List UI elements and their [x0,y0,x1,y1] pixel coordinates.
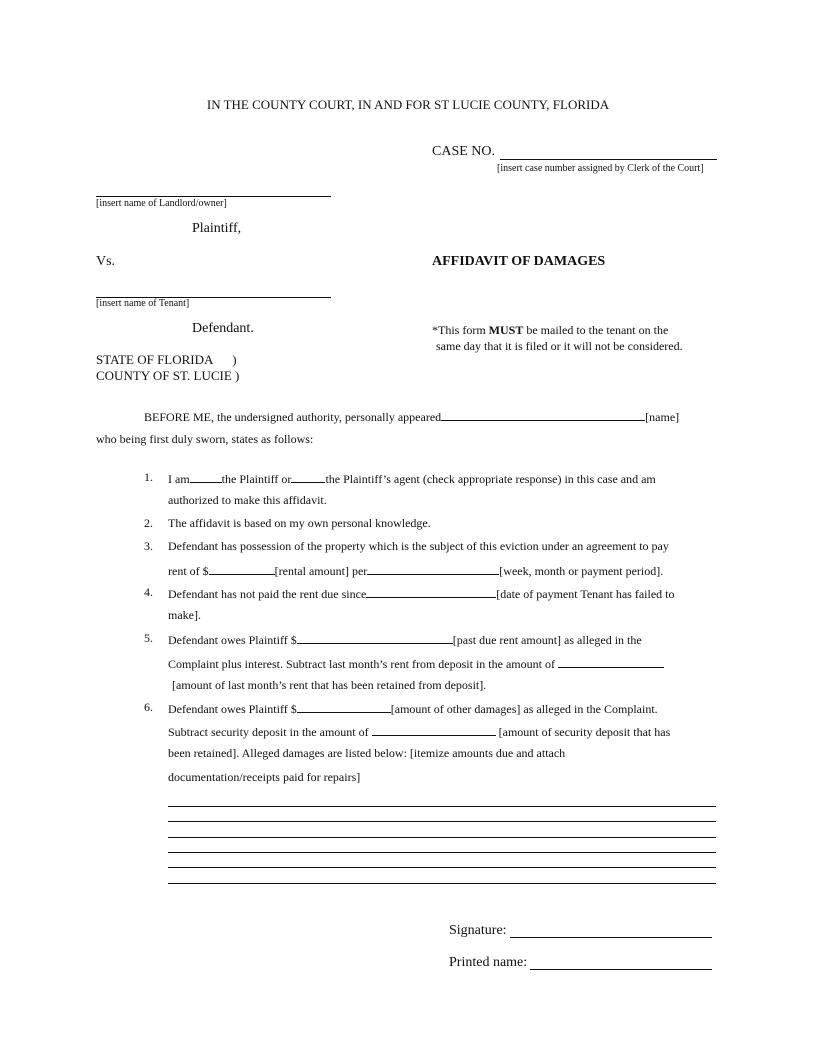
must-emphasis: MUST [488,323,524,337]
item-number: 5. [144,631,153,645]
mailing-notice-line2: same day that it is filed or it will not be considered. [436,339,683,353]
security-deposit-field[interactable] [372,723,496,736]
item-6-line2: Subtract security deposit in the amount of [amount of security deposit that has [168,725,671,739]
damages-line[interactable] [168,883,716,884]
item-6-line1: Defendant owes Plaintiff $ [amount of other damages] as alleged in the Complaint. [168,702,658,716]
item-2-line1: The affidavit is based on my own personal knowledge. [168,516,431,530]
item-3-line2: rent of $ [rental amount] per [week, month or payment period]. [168,564,664,578]
damages-line[interactable] [168,821,716,822]
item-4-line1: Defendant has not paid the rent due since [date of payment Tenant has failed to [168,587,675,601]
case-number-field[interactable] [500,159,717,160]
affiant-name-field[interactable] [441,408,645,421]
item-number: 6. [144,700,153,714]
landlord-name-field[interactable] [96,196,331,197]
damages-line[interactable] [168,852,716,853]
tenant-name-hint: [insert name of Tenant] [96,298,190,309]
item-4-line2: make]. [168,608,201,622]
signature-field[interactable] [510,937,712,938]
item-number: 2. [144,516,153,530]
item-5-line3: [amount of last month’s rent that has been retained from deposit]. [172,678,487,692]
plaintiff-checkbox-field[interactable] [190,470,222,483]
item-1-line2: authorized to make this affidavit. [168,493,327,507]
item-number: 1. [144,470,153,484]
printed-name-label: Printed name: [449,955,528,970]
mailing-notice-line1: *This form MUST be mailed to the tenant on the [432,323,669,337]
intro-line2: who being first duly sworn, states as follows: [96,432,314,446]
plaintiff-label: Plaintiff, [192,221,242,236]
landlord-name-hint: [insert name of Landlord/owner] [96,198,227,209]
vs-label: Vs. [96,254,116,269]
damages-line[interactable] [168,867,716,868]
last-month-rent-field[interactable] [558,655,664,668]
item-6-line3: been retained]. Alleged damages are listed below: [itemize amounts due and attach [168,746,566,760]
item-number: 4. [144,585,153,599]
court-heading: IN THE COUNTY COURT, IN AND FOR ST LUCIE COUNTY, FLORIDA [206,97,610,112]
item-1-line1: I am the Plaintiff or the Plaintiff’s agent (check appropriate response) in this case and am [168,472,656,486]
case-number-label: CASE NO. [432,144,496,159]
item-number: 3. [144,539,153,553]
case-number-hint: [insert case number assigned by Clerk of the Court] [497,163,704,174]
document-title: AFFIDAVIT OF DAMAGES [432,254,606,269]
rental-amount-field[interactable] [209,562,275,575]
unpaid-since-date-field[interactable] [366,585,496,598]
item-5-line1: Defendant owes Plaintiff $ [past due rent amount] as alleged in the [168,633,642,647]
venue-county: COUNTY OF ST. LUCIE ) [96,368,240,383]
damages-line[interactable] [168,806,716,807]
payment-period-field[interactable] [367,562,499,575]
item-6-line4: documentation/receipts paid for repairs] [168,770,361,784]
other-damages-field[interactable] [297,700,391,713]
item-3-line1: Defendant has possession of the property which is the subject of this eviction under an agreement to pay [168,539,669,553]
intro-line1: BEFORE ME, the undersigned authority, personally appeared [name] [144,410,680,424]
past-due-rent-field[interactable] [297,631,453,644]
item-5-line2: Complaint plus interest. Subtract last month’s rent from deposit in the amount of [168,655,664,672]
defendant-label: Defendant. [192,321,254,336]
damages-line[interactable] [168,837,716,838]
venue-state: STATE OF FLORIDA ) [96,352,237,367]
signature-label: Signature: [449,923,507,938]
agent-checkbox-field[interactable] [291,470,325,483]
printed-name-field[interactable] [530,969,712,970]
